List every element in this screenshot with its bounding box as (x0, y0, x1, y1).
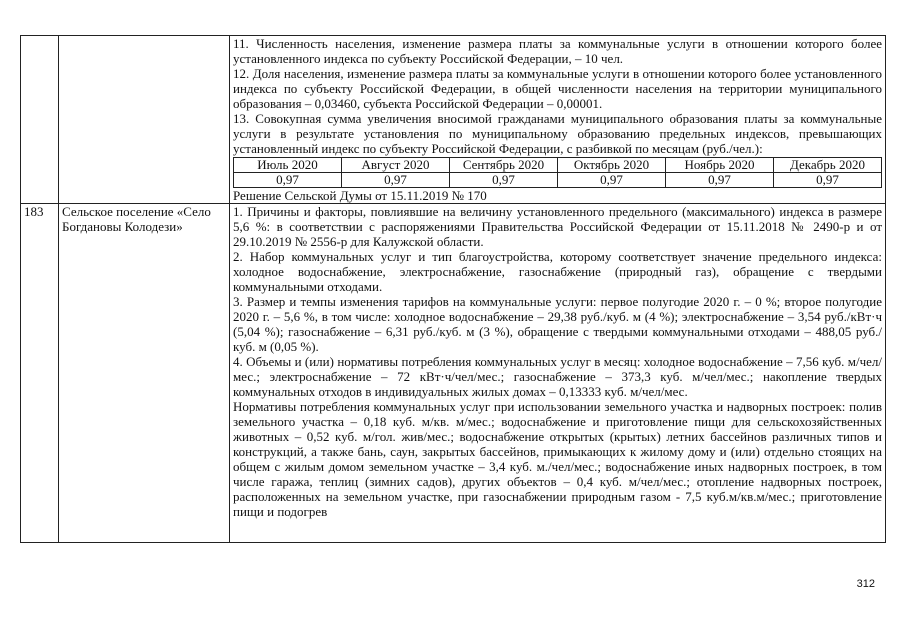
item-paragraph: 3. Размер и темпы изменения тарифов на коммунальные услуги: первое полугодие 2020 г. – 0 %; второе полугодие 2020 г. – 5,6 %, в том числе: холодное водоснабжение – 29,38 руб./куб. м (4 %); электроснабжение – 3,54 руб./кВт·ч (5,04 %); газоснабжение – 6,31 руб./куб. м (3 %), обращение с твердыми коммунальными отходами – 488,05 руб./куб. м (0,05 %). (233, 294, 882, 354)
month-header: Октябрь 2020 (558, 158, 666, 173)
month-value: 0,97 (234, 173, 342, 188)
row-number-cell (21, 36, 59, 204)
monthly-increase-table (233, 157, 882, 188)
month-value: 0,97 (666, 173, 774, 188)
item-paragraph: 13. Совокупная сумма увеличения вносимой гражданами муниципального образования платы за коммунальные услуги в результате установления по муниципальному образованию предельных индексов, превышающих установленный индекс по субъекту Российской Федерации, с разбивкой по месяцам (руб./чел.): (233, 111, 882, 156)
item-paragraph: 4. Объемы и (или) нормативы потребления коммунальных услуг в месяц: холодное водоснабжение – 7,56 куб. м/чел/мес.; электроснабжение – 72 кВт·ч/чел/мес.; газоснабжение – 373,3 куб. м/чел/мес.; накопление твердых коммунальных отходов в индивидуальных жилых домах – 0,13333 куб. м/чел/мес. (233, 354, 882, 399)
page-number: 312 (856, 578, 875, 590)
decision-reference: Решение Сельской Думы от 15.11.2019 № 170 (233, 188, 487, 203)
month-header: Июль 2020 (234, 158, 342, 173)
item-paragraph: 11. Численность населения, изменение размера платы за коммунальные услуги в отношении которого более установленного индекса по субъекту Российской Федерации, – 10 чел. (233, 36, 882, 66)
table-row (21, 204, 886, 543)
details-clip (233, 204, 882, 542)
details-cell (230, 36, 886, 204)
months-values-row (234, 173, 882, 188)
municipality-name-cell (59, 36, 230, 204)
month-value: 0,97 (450, 173, 558, 188)
item-paragraph: Нормативы потребления коммунальных услуг при использовании земельного участка и надворных построек: полив земельного участка – 0,18 куб. м/кв. м/мес.; водоснабжение и приготовление пищи для сельскохозяйственных животных – 0,52 куб. м/гол. жив/мес.; водоснабжение открытых (крытых) летних бассейнов различных типов и конструкций, а также бань, саун, закрытых бассейнов, примыкающих к жилому дому и (или) отдельно стоящих на общем с жилым домом земельном участке – 3,4 куб. м./чел/мес.; водоснабжение иных надворных построек, в том числе гаража, теплиц (зимних садов), других объектов – 0,4 куб. м/чел/мес.; отопление надворных построек, расположенных на земельном участке, при газоснабжении природным газом - 7,5 куб.м/кв.м/мес.; приготовление пищи и подогрев (233, 399, 882, 519)
document-table (20, 35, 886, 543)
item-paragraph: 12. Доля населения, изменение размера платы за коммунальные услуги в отношении которого более установленного индекса по субъекту Российской Федерации, в общей численности населения на территории муниципального образования – 0,03460, субъекта Российской Федерации – 0,00001. (233, 66, 882, 111)
month-header: Август 2020 (342, 158, 450, 173)
item-paragraph: 1. Причины и факторы, повлиявшие на величину установленного предельного (максимального) индекса в размере 5,6 %: в соответствии с распоряжениями Правительства Российской Федерации от 15.11.2018 № 2490-р и от 29.10.2019 № 2556-р для Калужской области. (233, 204, 882, 249)
month-header: Сентябрь 2020 (450, 158, 558, 173)
months-header-row (234, 158, 882, 173)
month-value: 0,97 (558, 173, 666, 188)
month-header: Ноябрь 2020 (666, 158, 774, 173)
details-cell (230, 204, 886, 543)
row-number-cell: 183 (21, 204, 59, 543)
item-paragraph: 2. Набор коммунальных услуг и тип благоустройства, которому соответствует значение предельного индекса: холодное водоснабжение, электроснабжение, газоснабжение (природный газ), обращение с твердыми коммунальными отходами. (233, 249, 882, 294)
month-value: 0,97 (774, 173, 882, 188)
municipality-name-cell: Сельское поселение «Село Богдановы Колодези» (59, 204, 230, 543)
month-value: 0,97 (342, 173, 450, 188)
month-header: Декабрь 2020 (774, 158, 882, 173)
table-row (21, 36, 886, 204)
